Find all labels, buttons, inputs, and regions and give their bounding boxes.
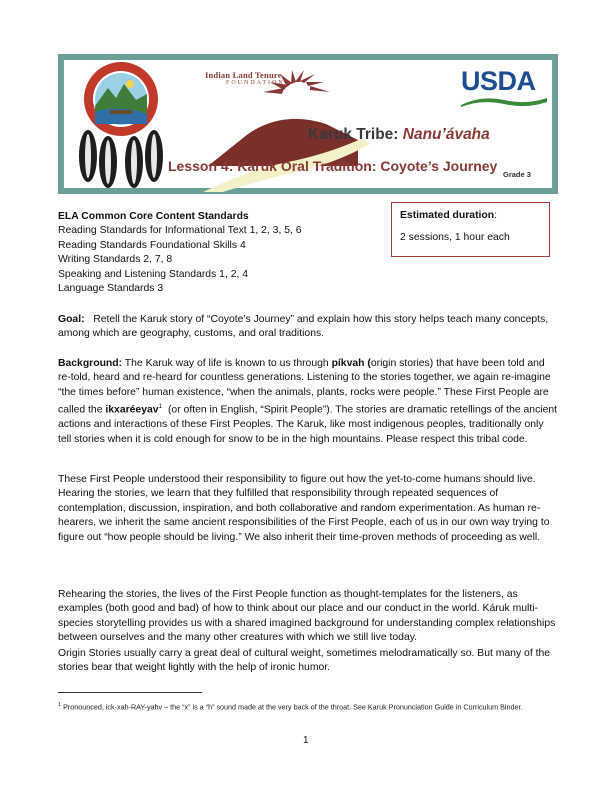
duration-box — [391, 202, 550, 257]
duration-colon: : — [494, 210, 497, 221]
standards-line: Speaking and Listening Standards 1, 2, 4 — [58, 268, 249, 280]
tribe-prefix: Karuk Tribe: — [308, 126, 399, 143]
iltf-name: Indian Land Tenure — [205, 70, 282, 80]
standards-line: Writing Standards 2, 7, 8 — [58, 254, 173, 266]
background-text-3: (or often in English, “Spirit People”). The stories are dramatic retellings of the ancient actions and interactions of these First Peoples. The Karuk, like most indigenous peoples, traditionally only tell stories when it is cold enough for snow to be in the high mountains. Please respect this tribal code. — [58, 404, 558, 445]
karuk-seal-icon — [84, 62, 158, 136]
duration-label: Estimated duration — [400, 210, 495, 221]
origin-stories-paragraph: Origin Stories usually carry a great deal of cultural weight, sometimes melodramatically so. But many of the stories bear that weight lightly with the help of ironic humor. — [58, 648, 551, 674]
iltf-subtitle: FOUNDATION — [226, 80, 285, 86]
tribe-name: Nanu’ávaha — [402, 126, 490, 143]
background-text-1: The Karuk way of life is known to us through — [124, 358, 329, 369]
footnote-text: Pronounced, ick-xah-RAY-yahv – the “x” is a “h” sound made at the very back of the throat. See Karuk Pronunciation Guide in Curriculum Binder. — [63, 702, 523, 712]
standards-line: Reading Standards for Informational Text 1, 2, 3, 5, 6 — [58, 225, 302, 237]
standards-heading: ELA Common Core Content Standards — [58, 211, 249, 222]
standards-line: Reading Standards Foundational Skills 4 — [58, 239, 246, 251]
term-pikvah: píkvah ( — [331, 358, 371, 369]
lesson-title: Lesson 4: Karuk Oral Tradition: Coyote’s Journey — [168, 158, 498, 174]
footnote-divider — [58, 692, 202, 693]
tribe-title — [308, 126, 490, 144]
background-label: Background: — [58, 358, 123, 369]
goal-text: Retell the Karuk story of “Coyote’s Journey” and explain how this story helps teach many concepts, among which are geography, customs, and oral traditions. — [58, 314, 549, 340]
footnote — [58, 699, 558, 713]
standards-block — [58, 210, 302, 296]
footnote-mark: 1 — [58, 702, 62, 708]
duration-value: 2 sessions, 1 hour each — [400, 232, 510, 243]
background-text-2: origin stories) that have been told and re-told, heard and re-heard for countless generations. Listening to the stories together, we again re-imagine “the times before” human existence, “when the animals, plants, rocks were people.” These First People are called the — [58, 358, 551, 416]
footnote-ref: 1 — [158, 403, 163, 411]
page-number: 1 — [303, 735, 309, 746]
standards-line: Language Standards 3 — [58, 283, 164, 295]
feathers-icon — [79, 130, 163, 188]
usda-logo: USDA — [461, 66, 536, 96]
goal-label: Goal: — [58, 314, 85, 325]
goal-paragraph — [58, 313, 558, 342]
usda-swoosh-icon — [461, 95, 547, 107]
background-paragraph — [58, 357, 558, 447]
first-people-paragraph: These First People understood their responsibility to figure out how the yet-to-come humans should live. Hearing the stories, we learn that they fulfilled that responsibility through repeated sequences of contemplation, discussion, inspiration, and both collaborative and random experimentation. As human re-hearers, we inherit the same ancient responsibilities of the First People, each of us in our own way trying to figure out “how people should be living.” We also inherit their time-proven methods of proceeding as well. — [58, 474, 550, 543]
rehearing-paragraph: Rehearing the stories, the lives of the First People function as thought-templates for the listeners, as examples (both good and bad) of how to think about our place and our conduct in the world. Káruk multi-species storytelling provides us with a shared imagined background for understanding complex relationships between ourselves and the many other creatures with which we still live today. — [58, 589, 556, 644]
grade-label: Grade 3 — [503, 170, 531, 179]
term-ikxareeyav: ikxaréeyav — [105, 404, 159, 416]
